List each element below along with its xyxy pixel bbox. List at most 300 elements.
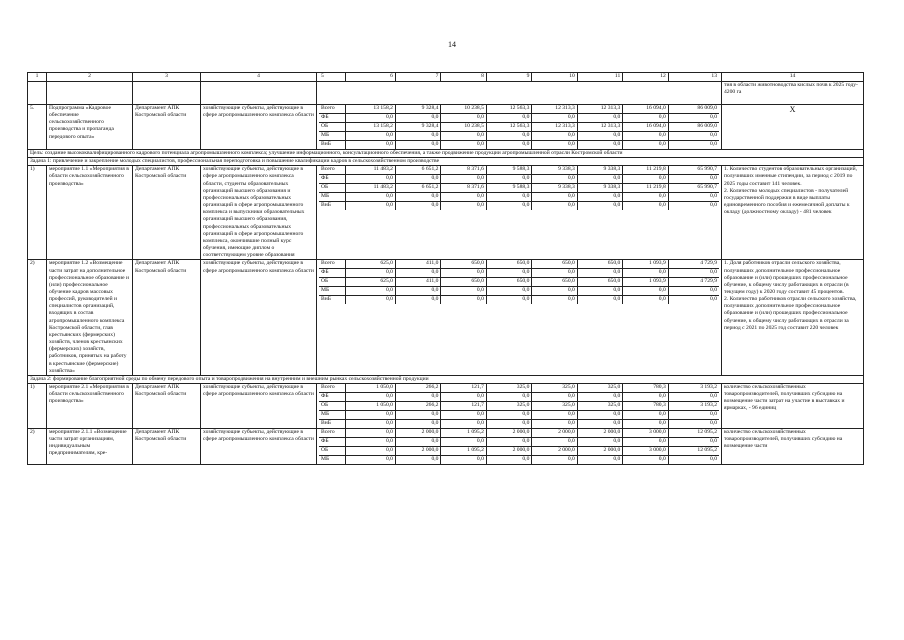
fin-row	[319, 184, 719, 193]
section-title: Задача 1: привлечение и закрепление молодых специалистов, профессиональная переподготовка и повышение квалификации кадров в сельскохозяйственном производстве	[28, 158, 864, 166]
fin-value: 12	[623, 73, 668, 81]
fin-value: 10	[532, 73, 577, 81]
item-number: 2)	[28, 429, 47, 465]
fin-value: 780,3	[623, 384, 668, 393]
fin-value: 0,0	[395, 175, 440, 184]
fin-value: 0,0	[532, 438, 577, 447]
financing-block	[317, 429, 722, 465]
financing-block	[317, 260, 722, 376]
fin-value: 8 371,6	[441, 166, 486, 175]
fin-value: 0,0	[577, 456, 622, 465]
item-name: мероприятие 1.1 «Мероприятия в области сельскохозяйственного производства»	[47, 166, 133, 260]
financing-table	[319, 260, 719, 304]
fin-value: 0,0	[441, 411, 486, 420]
fin-source: МБ	[319, 456, 346, 465]
fin-value: 0,0	[395, 141, 440, 150]
item-name: мероприятие 2.1 «Мероприятия в области сельскохозяйственного производства»	[47, 384, 133, 429]
fin-value: 0,0	[395, 411, 440, 420]
program-item-row	[28, 429, 864, 465]
fin-value: 0,0	[346, 287, 396, 296]
fin-value: 0,0	[623, 269, 668, 278]
fin-row	[319, 393, 719, 402]
fin-value: 0,0	[486, 296, 531, 305]
fin-value: 0,0	[486, 175, 531, 184]
fin-row	[319, 429, 719, 438]
fin-value: 325,0	[486, 402, 531, 411]
fin-source: ФБ	[319, 393, 346, 402]
fin-value: 9 338,3	[577, 166, 622, 175]
fin-value: 1 095,2	[441, 429, 486, 438]
fin-value: 0,0	[532, 420, 577, 429]
fin-value: 0,0	[577, 393, 622, 402]
fin-value: 0,0	[532, 287, 577, 296]
fin-row	[319, 438, 719, 447]
fin-source: МБ	[319, 287, 346, 296]
fin-source: ВнБ	[319, 296, 346, 305]
participants: хозяйствующие субъекты, действующие в сфере агропромышленного комплекса области	[201, 260, 317, 376]
fin-value: 0,0	[623, 141, 668, 150]
fin-source: ОБ	[319, 402, 346, 411]
fin-value: 12 095,2	[668, 429, 719, 438]
fin-source: Всего	[319, 260, 346, 269]
fin-value: 325,0	[577, 402, 622, 411]
fin-value: 650,0	[532, 260, 577, 269]
fin-value: 0,0	[668, 132, 719, 141]
fin-source: ФБ	[319, 114, 346, 123]
item-name: Подпрограмма «Кадровое обеспечение сельскохозяйственного производства и пропаганда передового опыта»	[47, 105, 133, 150]
fin-value: 9 338,3	[532, 166, 577, 175]
program-item-row	[28, 260, 864, 376]
fin-value: 0,0	[623, 193, 668, 202]
expected-result: 1. Доля работников отрасли сельского хозяйства, получивших дополнительное профессиональное образование и (или) прошедших профессиональное обучение, к общему числу работающих в отрасли (в текущем году) к 2020 году составит 45 процентов. 2. Количество работников отрасли сельского хозяйства, получивших дополнительное профессиональное образование и (или) прошедших профессиональное обучение, к общему числу работающих в отрасли за период с 2021 по 2025 год составит 220 человек	[722, 260, 864, 376]
fin-row	[319, 175, 719, 184]
fin-source: ФБ	[319, 269, 346, 278]
fin-row	[319, 132, 719, 141]
fin-value: 0,0	[577, 175, 622, 184]
fin-row	[319, 193, 719, 202]
header-numbers	[319, 73, 719, 81]
fin-value: 9 588,3	[486, 166, 531, 175]
financing-block	[317, 166, 722, 260]
fin-source: ОБ	[319, 123, 346, 132]
fin-value: 0,0	[577, 411, 622, 420]
fin-value: 0,0	[668, 287, 719, 296]
fin-value: 3 000,0	[623, 447, 668, 456]
fin-value: 0,0	[346, 447, 396, 456]
fin-value: 1 093,9	[623, 260, 668, 269]
fin-value: 2 000,0	[532, 429, 577, 438]
empty-cell	[201, 82, 317, 105]
fin-value: 9 328,4	[395, 123, 440, 132]
fin-row	[319, 278, 719, 287]
fin-value: 16 094,0	[623, 105, 668, 114]
expected-result: 1. Количество студентов образовательных организаций, получивших именные стипендии, за период с 2019 по 2025 годы составит 141 человек. 2. Количество молодых специалистов - получателей государственной поддержки в виде выплаты единовременного пособия и ежемесячной доплаты к окладу (должностному окладу) - 481 человек	[722, 166, 864, 260]
fin-value: 0,0	[441, 202, 486, 211]
fin-source: Всего	[319, 105, 346, 114]
participants: хозяйствующие субъекты, действующие в сфере агропромышленного комплекса области	[201, 384, 317, 429]
fin-value: 0,0	[395, 202, 440, 211]
fin-value: 0,0	[668, 438, 719, 447]
program-table	[27, 72, 864, 465]
fin-source: ВнБ	[319, 202, 346, 211]
fin-value: 2 000,0	[395, 429, 440, 438]
fin-source: ОБ	[319, 447, 346, 456]
fin-value: 0,0	[623, 114, 668, 123]
fin-value: 0,0	[577, 132, 622, 141]
fin-row	[319, 384, 719, 393]
program-item-row	[28, 166, 864, 260]
fin-row	[319, 73, 719, 81]
fin-value: 0,0	[577, 269, 622, 278]
responsible-executor: Департамент АПК Костромской области	[133, 429, 201, 465]
fin-source: ФБ	[319, 175, 346, 184]
fin-value: 9 588,3	[486, 184, 531, 193]
fin-value: 13 158,2	[346, 123, 396, 132]
expected-result: количество сельскохозяйственных товаропроизводителей, получивших субсидию на возмещение части	[722, 429, 864, 465]
fin-value: 0,0	[395, 296, 440, 305]
fin-value: 8 371,6	[441, 184, 486, 193]
continuation-row	[28, 82, 864, 105]
fin-value: 0,0	[668, 175, 719, 184]
fin-value: 0,0	[395, 114, 440, 123]
fin-value: 0,0	[346, 114, 396, 123]
expected-result: количество сельскохозяйственных товаропроизводителей, получивших субсидию на возмещение части затрат на участие в выставках и ярмарках, - 96 единиц	[722, 384, 864, 429]
fin-value: 86 009,0	[668, 123, 719, 132]
fin-value: 0,0	[532, 202, 577, 211]
fin-value: 0,0	[668, 114, 719, 123]
fin-value: 0,0	[710, 141, 717, 147]
fin-value: 0,0	[486, 287, 531, 296]
fin-value: 10 238,5	[441, 105, 486, 114]
program-item-row	[28, 105, 864, 150]
participants: хозяйствующие субъекты, действующие в сфере агропромышленного комплекса области	[201, 105, 317, 150]
fin-value: 0,0	[441, 193, 486, 202]
fin-value: 0,0	[486, 202, 531, 211]
fin-value: 0,0	[395, 287, 440, 296]
fin-value: 0,0	[441, 456, 486, 465]
item-number: 5.	[28, 105, 47, 150]
fin-value: 650,0	[486, 278, 531, 287]
fin-value: 12 313,3	[532, 123, 577, 132]
fin-row	[319, 420, 719, 429]
fin-source: МБ	[319, 132, 346, 141]
fin-value: 0,0	[395, 269, 440, 278]
fin-value: 0,0	[346, 269, 396, 278]
fin-value: 0,0	[532, 132, 577, 141]
fin-value: 0,0	[441, 393, 486, 402]
fin-value: 0,0	[346, 456, 396, 465]
fin-row	[319, 105, 719, 114]
fin-value: 0,0	[441, 175, 486, 184]
fin-value: 0,0	[395, 438, 440, 447]
fin-value: 12 313,3	[577, 123, 622, 132]
fin-value: 2 000,0	[486, 429, 531, 438]
fin-value: 0,0	[577, 193, 622, 202]
fin-value: 2 000,0	[395, 447, 440, 456]
section-title: Цель: создание высококвалифицированного кадрового потенциала агропромышленного комплекса; улучшение информационного, консультационного обеспечения, а также продвижение продукции агропромышленной отрасли Костромской области	[28, 150, 864, 158]
fin-value: 2 000,0	[577, 447, 622, 456]
fin-value: 0,0	[623, 420, 668, 429]
fin-value: 1 050,0	[346, 402, 396, 411]
fin-row	[319, 402, 719, 411]
fin-value: 0,0	[395, 456, 440, 465]
fin-source: ФБ	[319, 438, 346, 447]
fin-row	[319, 447, 719, 456]
participants: хозяйствующие субъекты, действующие в сфере агропромышленного комплекса области	[201, 429, 317, 465]
fin-value: 13	[711, 73, 717, 79]
fin-value: 0,0	[577, 287, 622, 296]
fin-row	[319, 114, 719, 123]
col-header: 4	[201, 73, 317, 82]
section-row	[28, 375, 864, 383]
fin-value: 0,0	[441, 269, 486, 278]
fin-value: 650,0	[441, 260, 486, 269]
fin-value: 0,0	[623, 296, 668, 305]
fin-row	[319, 123, 719, 132]
fin-value: 11 219,8	[623, 166, 668, 175]
fin-source: 5	[319, 73, 346, 81]
section-row	[28, 158, 864, 166]
fin-source: МБ	[319, 411, 346, 420]
fin-value: 11 483,2	[346, 166, 396, 175]
fin-value: 12 563,3	[486, 105, 531, 114]
empty-cell	[47, 82, 133, 105]
fin-value: 0,0	[623, 411, 668, 420]
item-name: мероприятие 2.1.1 «Возмещение части затрат организациям, индивидуальным предпринимателям, кре-	[47, 429, 133, 465]
header-row	[28, 73, 864, 82]
fin-value: 0,0	[532, 456, 577, 465]
fin-value: 0,0	[710, 296, 717, 303]
fin-value: 0,0	[623, 287, 668, 296]
fin-value: 0,0	[577, 438, 622, 447]
fin-source: ВнБ	[319, 141, 346, 150]
fin-value: 0,0	[486, 438, 531, 447]
fin-source: Всего	[319, 166, 346, 175]
financing-block	[317, 105, 722, 150]
fin-value: 0,0	[710, 456, 717, 462]
item-name: мероприятие 1.2 «Возмещение части затрат на дополнительное профессиональное образование и (или) профессиональное обучение кадров массовых профессий, руководителей и специалистов организаций, входящих в состав агропромышленного комплекса Костромской области, глав крестьянских (фермерских) хозяйств, членов крестьянских (фермерских) хозяйств, работников, принятых на работу в крестьянские (фермерские) хозяйства»	[47, 260, 133, 376]
fin-value: 0,0	[395, 393, 440, 402]
fin-value: 4 729,9	[668, 260, 719, 269]
fin-value: 650,0	[532, 278, 577, 287]
fin-value: 6 651,2	[395, 184, 440, 193]
fin-value: 780,3	[623, 402, 668, 411]
fin-value: 0,0	[623, 456, 668, 465]
fin-value: 0,0	[346, 202, 396, 211]
fin-value: 411,0	[395, 260, 440, 269]
fin-value: 9 338,3	[577, 184, 622, 193]
fin-value: 1 050,0	[346, 384, 396, 393]
financing-table	[319, 384, 719, 428]
fin-row	[319, 296, 719, 305]
fin-value: 0,0	[577, 420, 622, 429]
fin-value: 0,0	[668, 193, 719, 202]
expected-result: X	[722, 105, 864, 150]
fin-value: 9	[486, 73, 531, 81]
financing-table	[319, 166, 719, 210]
fin-row	[319, 141, 719, 150]
fin-value: 0,0	[441, 438, 486, 447]
fin-source: Всего	[319, 384, 346, 393]
fin-value: 0,0	[346, 429, 396, 438]
fin-value: 325,0	[532, 384, 577, 393]
fin-value: 0,0	[623, 438, 668, 447]
fin-value: 11 219,8	[623, 184, 668, 193]
fin-source: ВнБ	[319, 420, 346, 429]
fin-row	[319, 269, 719, 278]
fin-value: 121,7	[441, 384, 486, 393]
section-title: Задача 2: формирование благоприятной среды по обмену передового опыта и товаропродвижения на внутренним и внешним рынках сельскохозяйственной продукции	[28, 375, 864, 383]
fin-value: 650,0	[577, 278, 622, 287]
empty-cell	[133, 82, 201, 105]
responsible-executor: Департамент АПК Костромской области	[133, 105, 201, 150]
fin-value: 325,0	[532, 402, 577, 411]
fin-value: 0,0	[441, 287, 486, 296]
fin-value: 0,0	[486, 411, 531, 420]
col-header: 2	[47, 73, 133, 82]
fin-value: 0,0	[532, 175, 577, 184]
fin-value: 325,0	[577, 384, 622, 393]
fin-value: 0,0	[532, 296, 577, 305]
fin-value: 121,7	[441, 402, 486, 411]
fin-value: 13 158,2	[346, 105, 396, 114]
responsible-executor: Департамент АПК Костромской области	[133, 384, 201, 429]
fin-value: 0,0	[532, 114, 577, 123]
fin-row	[319, 456, 719, 465]
fin-value: 0,0	[486, 456, 531, 465]
fin-source: МБ	[319, 193, 346, 202]
fin-value: 8	[441, 73, 486, 81]
fin-value: 0,0	[577, 202, 622, 211]
fin-value: 0,0	[532, 193, 577, 202]
participants: хозяйствующие субъекты, действующие в сфере агропромышленного комплекса области, студенты образовательных организаций высшего образования и профессиональных образовательных организаций в сфере агропромышленного комплекса и выпускники образовательных организаций высшего образования, профессиональных образовательных организаций в сфере агропромышленного комплекса, окончившие полный курс обучения, имеющие диплом о соответствующем уровне образования	[201, 166, 317, 260]
result-continuation: тия в области животноводства кислых почв к 2025 году- 4200 га	[722, 82, 864, 105]
fin-value: 0,0	[532, 393, 577, 402]
fin-value: 0,0	[346, 411, 396, 420]
fin-value: 3 000,0	[623, 429, 668, 438]
fin-row	[319, 202, 719, 211]
fin-value: 6	[346, 73, 396, 81]
fin-value: 650,0	[486, 260, 531, 269]
fin-value: 0,0	[623, 393, 668, 402]
item-number: 1)	[28, 166, 47, 260]
fin-value: 2 000,0	[577, 429, 622, 438]
fin-value: 0,0	[346, 393, 396, 402]
fin-value: 9 338,3	[532, 184, 577, 193]
item-number: 2)	[28, 260, 47, 376]
col-header: 3	[133, 73, 201, 82]
fin-value: 65 990,7	[668, 184, 719, 193]
fin-value: 0,0	[441, 141, 486, 150]
col-header: 14	[722, 73, 864, 82]
fin-source: Всего	[319, 429, 346, 438]
responsible-executor: Департамент АПК Костромской области	[133, 166, 201, 260]
fin-value: 0,0	[486, 393, 531, 402]
fin-value: 2 000,0	[532, 447, 577, 456]
fin-value: 10 238,5	[441, 123, 486, 132]
fin-value: 650,0	[577, 260, 622, 269]
fin-value: 0,0	[346, 175, 396, 184]
fin-source: ОБ	[319, 278, 346, 287]
fin-value: 0,0	[668, 411, 719, 420]
fin-value: 0,0	[577, 141, 622, 150]
col-header-group	[317, 73, 722, 82]
fin-value: 0,0	[346, 141, 396, 150]
fin-row	[319, 411, 719, 420]
fin-value: 0,0	[346, 296, 396, 305]
fin-value: 9 328,4	[395, 105, 440, 114]
item-number: 1)	[28, 384, 47, 429]
fin-row	[319, 287, 719, 296]
fin-value: 0,0	[532, 411, 577, 420]
fin-value: 0,0	[623, 202, 668, 211]
fin-value: 0,0	[346, 420, 396, 429]
fin-value: 625,0	[346, 260, 396, 269]
fin-value: 0,0	[346, 193, 396, 202]
empty-cell	[317, 82, 722, 105]
fin-value: 4 729,9	[668, 278, 719, 287]
fin-row	[319, 260, 719, 269]
responsible-executor: Департамент АПК Костромской области	[133, 260, 201, 376]
fin-value: 0,0	[486, 193, 531, 202]
fin-value: 12 313,3	[577, 105, 622, 114]
fin-value: 0,0	[577, 296, 622, 305]
fin-value: 12 563,3	[486, 123, 531, 132]
fin-value: 0,0	[710, 202, 717, 209]
fin-value: 0,0	[577, 114, 622, 123]
fin-value: 0,0	[441, 420, 486, 429]
fin-value: 411,0	[395, 278, 440, 287]
fin-value: 0,0	[486, 420, 531, 429]
fin-value: 0,0	[486, 141, 531, 150]
fin-value: 11	[577, 73, 622, 81]
fin-value: 325,0	[486, 384, 531, 393]
fin-value: 650,0	[441, 278, 486, 287]
program-item-row	[28, 384, 864, 429]
fin-value: 1 093,9	[623, 278, 668, 287]
fin-value: 12 095,2	[668, 447, 719, 456]
financing-block	[317, 384, 722, 429]
fin-value: 7	[395, 73, 440, 81]
empty-cell	[28, 82, 47, 105]
fin-value: 0,0	[441, 296, 486, 305]
fin-value: 3 193,2	[668, 402, 719, 411]
fin-value: 0,0	[395, 420, 440, 429]
fin-value: 0,0	[668, 393, 719, 402]
fin-value: 12 313,3	[532, 105, 577, 114]
fin-value: 0,0	[486, 114, 531, 123]
fin-value: 0,0	[346, 132, 396, 141]
fin-value: 1 095,2	[441, 447, 486, 456]
fin-value: 0,0	[486, 269, 531, 278]
fin-value: 3 193,2	[668, 384, 719, 393]
financing-table	[319, 429, 719, 464]
fin-value: 0,0	[623, 175, 668, 184]
fin-value: 0,0	[346, 438, 396, 447]
fin-value: 11 483,2	[346, 184, 396, 193]
fin-value: 266,2	[395, 402, 440, 411]
fin-source: ОБ	[319, 184, 346, 193]
fin-value: 0,0	[441, 132, 486, 141]
fin-value: 0,0	[395, 132, 440, 141]
fin-value: 0,0	[623, 132, 668, 141]
fin-value: 0,0	[395, 193, 440, 202]
fin-value: 0,0	[486, 132, 531, 141]
fin-value: 86 009,0	[668, 105, 719, 114]
section-row	[28, 150, 864, 158]
fin-value: 0,0	[441, 114, 486, 123]
fin-value: 0,0	[710, 420, 717, 426]
